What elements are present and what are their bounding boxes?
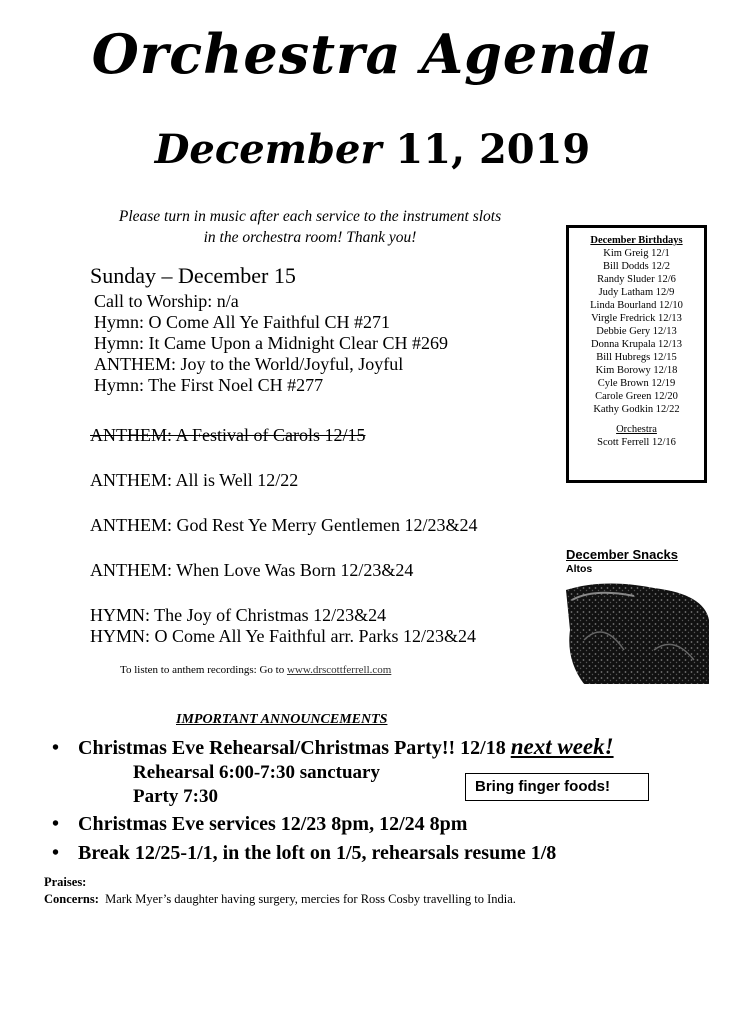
note-line-1: Please turn in music after each service to the instrument slots: [118, 208, 502, 225]
birthdays-box: [566, 225, 707, 483]
bullet-dot: •: [52, 842, 60, 864]
birthday-entry: Bill Dodds 12/2: [602, 261, 671, 272]
concerns-text: Mark Myer’s daughter having surgery, mercies for Ross Cosby travelling to India.: [105, 892, 516, 906]
announcements-heading: IMPORTANT ANNOUNCEMENTS: [176, 712, 388, 727]
birthday-entry: Donna Krupala 12/13: [591, 339, 682, 350]
announcement-bullet: [52, 842, 556, 865]
upcoming-item: ANTHEM: When Love Was Born 12/23&24: [90, 560, 414, 580]
date-month: December: [154, 126, 382, 173]
snacks-group: Altos: [566, 563, 593, 575]
birthday-entry: Judy Latham 12/9: [598, 287, 675, 298]
birthday-entry: Virgle Fredrick 12/13: [591, 313, 682, 324]
orchestra-birthdays-heading: Orchestra: [616, 424, 657, 435]
announcement-emphasis: next week!: [510, 734, 614, 759]
date-numeric: 11, 2019: [395, 126, 591, 173]
bullet-dot: •: [52, 813, 60, 835]
announcement-bullet: [52, 734, 614, 760]
announcement-text: Christmas Eve Rehearsal/Christmas Party!! 12/18: [78, 737, 506, 759]
announcement-text: Break 12/25-1/1, in the loft on 1/5, rehearsals resume 1/8: [78, 842, 557, 864]
birthday-entry: Linda Bourland 12/10: [590, 300, 683, 311]
announcement-text: Christmas Eve services 12/23 8pm, 12/24 8pm: [78, 813, 468, 835]
birthday-entry: Bill Hubregs 12/15: [596, 352, 677, 363]
upcoming-item: HYMN: The Joy of Christmas 12/23&24: [90, 605, 387, 625]
listen-url-link[interactable]: www.drscottferrell.com: [286, 664, 392, 676]
schedule-item: Call to Worship: n/a: [94, 291, 239, 311]
praises-label: Praises:: [44, 875, 87, 889]
birthday-entry: Randy Sluder 12/6: [597, 274, 676, 285]
finger-foods-box: Bring finger foods!: [465, 773, 649, 801]
birthdays-heading: December Birthdays: [590, 235, 683, 246]
page-title: Orchestra Agenda: [91, 22, 654, 86]
birthday-entry: Cyle Brown 12/19: [597, 378, 676, 389]
announcement-bullet: [52, 813, 467, 836]
music-return-note: [100, 206, 520, 248]
schedule-item: Hymn: O Come All Ye Faithful CH #271: [94, 312, 391, 332]
birthday-entry: Carole Green 12/20: [595, 391, 678, 402]
birthday-entry: Kim Greig 12/1: [603, 248, 670, 259]
upcoming-item: ANTHEM: All is Well 12/22: [90, 470, 299, 490]
concerns-label: Concerns:: [44, 892, 99, 906]
praises-line: [44, 875, 86, 890]
agenda-date: [0, 126, 745, 173]
birthday-entry: Debbie Gery 12/13: [596, 326, 677, 337]
upcoming-item: HYMN: O Come All Ye Faithful arr. Parks 12/23&24: [90, 626, 477, 646]
birthday-entry: Kathy Godkin 12/22: [593, 404, 680, 415]
upcoming-item: ANTHEM: God Rest Ye Merry Gentlemen 12/23&24: [90, 515, 478, 535]
birthday-entry: Kim Borowy 12/18: [595, 365, 678, 376]
snacks-heading: December Snacks: [566, 547, 679, 562]
listen-prefix: To listen to anthem recordings: Go to: [120, 664, 285, 676]
schedule-item: Hymn: The First Noel CH #277: [94, 375, 324, 395]
rehearsal-time: Rehearsal 6:00-7:30 sanctuary: [133, 762, 380, 783]
listen-note: [120, 664, 391, 676]
snacks-food-image: [564, 580, 709, 684]
schedule-item: Hymn: It Came Upon a Midnight Clear CH #269: [94, 333, 448, 353]
schedule-item: ANTHEM: Joy to the World/Joyful, Joyful: [94, 354, 404, 374]
bullet-dot: •: [52, 737, 60, 759]
note-line-2: in the orchestra room! Thank you!: [203, 229, 417, 246]
struck-anthem: ANTHEM: A Festival of Carols 12/15: [90, 425, 366, 445]
party-time: Party 7:30: [133, 786, 218, 807]
sunday-heading: Sunday – December 15: [90, 263, 296, 288]
birthday-entry: Scott Ferrell 12/16: [597, 437, 676, 448]
sunday-schedule: [90, 262, 448, 396]
concerns-line: [44, 892, 516, 907]
